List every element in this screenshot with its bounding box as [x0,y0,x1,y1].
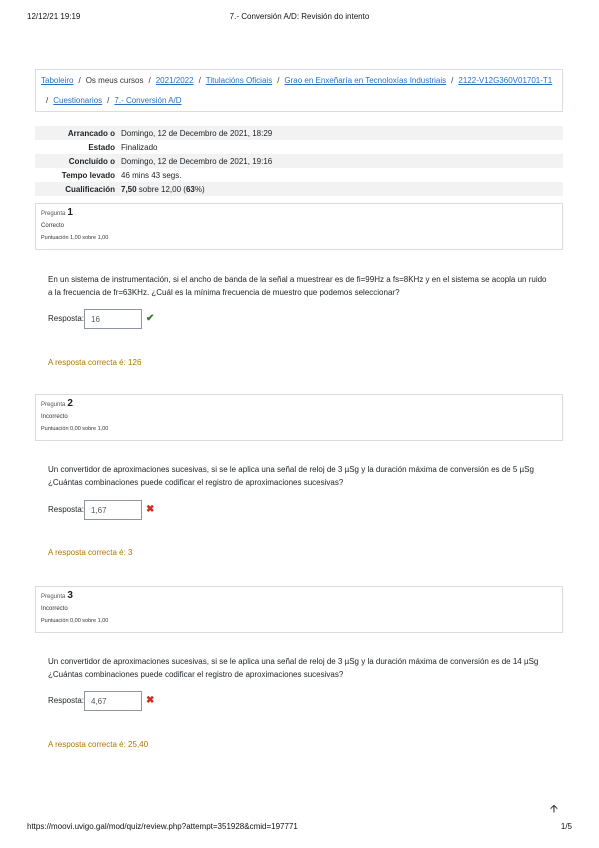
summary-label: Estado [88,142,115,152]
right-answer-1: A resposta correcta é: 126 [48,358,142,367]
summary-row-state [35,140,563,154]
summary-value: Domingo, 12 de Decembro de 2021, 19:16 [121,156,273,166]
breadcrumb-year[interactable]: 2021/2022 [155,76,194,85]
answer-label: Resposta: [48,314,85,323]
summary-value: Domingo, 12 de Decembro de 2021, 18:29 [121,128,273,138]
question-number: 3 [67,590,73,601]
breadcrumb-quiz[interactable]: 7.- Conversión A/D [114,96,182,105]
summary-label: Cualificación [65,184,115,194]
answer-field[interactable]: 4,67 [84,691,142,711]
question-grade: Puntuación 1,00 sobre 1,00 [41,235,109,241]
breadcrumb-quizzes[interactable]: Cuestionarios [53,96,103,105]
answer-label: Resposta: [48,696,85,705]
summary-label: Arrancado o [67,128,115,138]
breadcrumb-course[interactable]: 2122-V12G360V01701-T1 [458,76,553,85]
right-answer-2: A resposta correcta é: 3 [48,548,133,557]
breadcrumb-official-degrees[interactable]: Titulacións Oficiais [205,76,273,85]
print-url: https://moovi.uvigo.gal/mod/quiz/review.php?attempt=351928&cmid=197771 [27,822,298,831]
summary-row-completed [35,154,563,168]
incorrect-cross-icon: ✖ [146,695,155,706]
question-prefix: Pregunta [41,211,66,217]
question-state: Incorrecto [41,606,68,612]
incorrect-cross-icon: ✖ [146,504,155,515]
question-state: Incorrecto [41,414,68,420]
question-prefix: Pregunta [41,402,66,408]
question-number: 1 [67,207,73,218]
print-header [0,12,599,26]
breadcrumb-my-courses: Os meus cursos [85,76,144,85]
grade-score: 7,50 [121,184,137,194]
question-info-2 [35,394,563,441]
summary-value: 46 mins 43 segs. [121,170,182,180]
summary-row-started [35,126,563,140]
print-page-number: 1/5 [560,822,572,831]
grade-end: %) [194,184,205,194]
grade-percent: 63 [185,184,195,194]
answer-label: Resposta: [48,505,85,514]
question-info-1 [35,203,563,250]
answer-field[interactable]: 1,67 [84,500,142,520]
print-title: 7.- Conversión A/D: Revisión do intento [229,12,370,21]
question-text-2: Un convertidor de aproximaciones sucesivas, si se le aplica una señal de reloj de 3 µSg y la duración máxima de conversión es de 5 µSg ¿Cuántas combinaciones puede codificar el registro de aproximaciones sucesivas? [48,465,534,487]
breadcrumb: Taboleiro / Os meus cursos / 2021/2022 / Titulacións Oficiais / Grao en Enxeñaría en Tecnoloxías Industriais / 2122-V12G360V01701-T1 / Cuestionarios / 7.- Conversión A/D [35,69,563,112]
breadcrumb-degree[interactable]: Grao en Enxeñaría en Tecnoloxías Industriais [284,76,447,85]
question-text-3: Un convertidor de aproximaciones sucesivas, si se le aplica una señal de reloj de 3 µSg y la duración máxima de conversión es de 14 µSg ¿Cuántas combinaciones puede codificar el registro de aproximaciones sucesivas? [48,657,539,679]
breadcrumb-dashboard[interactable]: Taboleiro [41,76,74,85]
summary-grade-value [121,182,563,196]
arrow-up-icon[interactable]: 🡩 [550,803,558,815]
question-prefix: Pregunta [41,594,66,600]
summary-row-grade [35,182,563,196]
right-answer-3: A resposta correcta é: 25,40 [48,740,149,749]
question-grade: Puntuación 0,00 sobre 1,00 [41,618,109,624]
print-date: 12/12/21 19:19 [27,12,81,21]
summary-row-time [35,168,563,182]
summary-label: Tempo levado [61,170,115,180]
question-state: Correcto [41,223,65,229]
correct-check-icon: ✔ [146,313,155,324]
answer-field[interactable]: 16 [84,309,142,329]
grade-middle: sobre 12,00 ( [136,184,186,194]
question-info-3 [35,586,563,633]
question-grade: Puntuación 0,00 sobre 1,00 [41,426,109,432]
print-footer [0,822,599,836]
question-number: 2 [67,398,73,409]
attempt-summary-table [35,126,563,196]
question-text-1: En un sistema de instrumentación, si el ancho de banda de la señal a muestrear es de fi=99Hz a fs=8KHz y en el sistema se acopla un ruido a la frecuencia de fr=63KHz. ¿Cuál es la mínima frecuencia de muestro que podemos seleccionar? [48,275,547,297]
summary-value: Finalizado [121,142,158,152]
summary-label: Concluído o [68,156,115,166]
